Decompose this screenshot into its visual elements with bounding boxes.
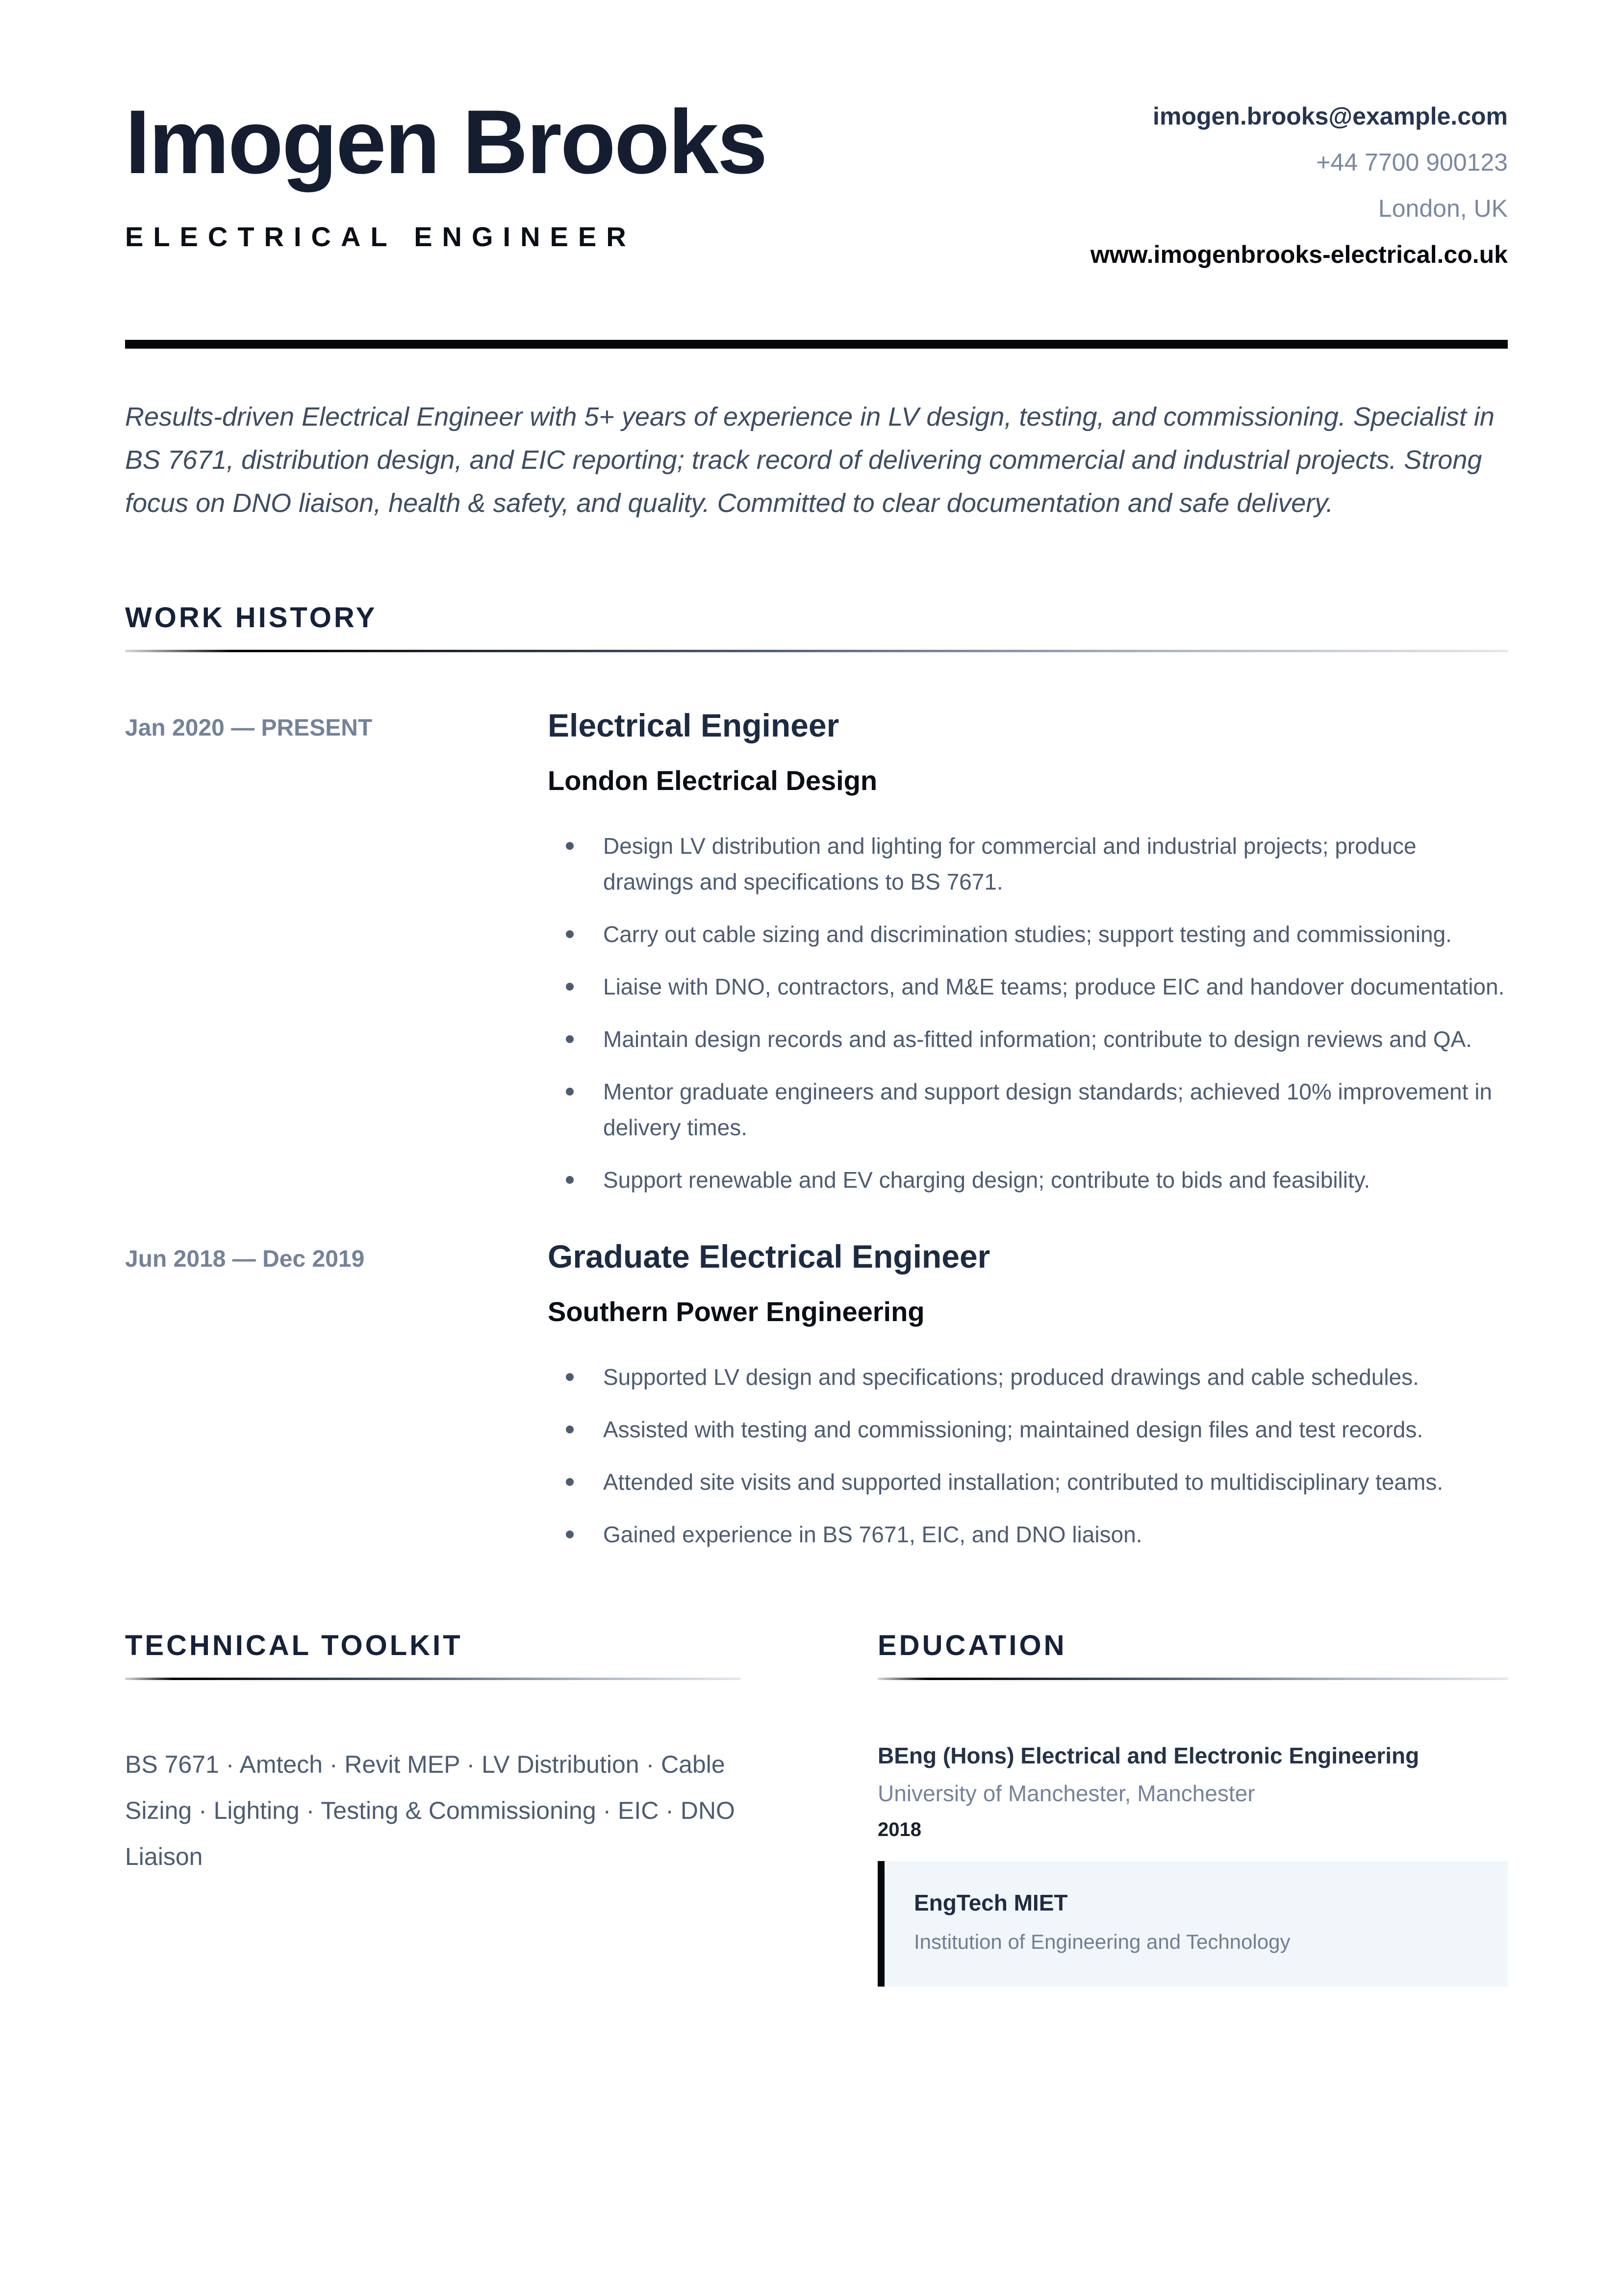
job-entry-2 [125,1237,1508,1553]
education-section [878,1629,1508,1987]
job-title: Graduate Electrical Engineer [548,1238,990,1275]
certification-card [878,1861,1508,1987]
job-bullet: Mentor graduate engineers and support design standards; achieved 10% improvement in delivery times. [566,1074,1508,1146]
job-bullet-list [548,1359,1508,1553]
job-bullet: Supported LV design and specifications; produced drawings and cable schedules. [566,1359,1508,1395]
job-bullet: Support renewable and EV charging design; contribute to bids and feasibility. [566,1162,1508,1198]
education-heading: EDUCATION [878,1630,1067,1661]
education-rule [878,1678,1508,1680]
contact-block [1090,93,1508,288]
job-bullet: Assisted with testing and commissioning; maintained design files and test records. [566,1412,1508,1448]
technical-toolkit-rule [125,1678,740,1680]
job-bullet: Maintain design records and as-fitted information; contribute to design reviews and QA. [566,1021,1508,1057]
contact-email: imogen.brooks@example.com [1153,102,1508,130]
job-bullet: Gained experience in BS 7671, EIC, and DNO liaison. [566,1517,1508,1553]
work-history-rule [125,650,1508,652]
header-divider-bar [125,340,1508,349]
skills-line: BS 7671 · Amtech · Revit MEP · LV Distribution · Cable Sizing · Lighting · Testing & Commissioning · EIC · DNO Liaison [125,1751,735,1870]
job-company: London Electrical Design [548,765,878,796]
job-bullet: Carry out cable sizing and discrimination studies; support testing and commissioning. [566,917,1508,952]
professional-summary: Results-driven Electrical Engineer with 5+ years of experience in LV design, testing, and commissioning. Specialist in BS 7671, distribution design, and EIC reporting; track record of delivering commercial and industrial projects. Strong focus on DNO liaison, health & safety, and quality. Committed to clear documentation and safe delivery. [125,402,1495,518]
person-job-title: ELECTRICAL ENGINEER [125,221,636,252]
job-bullet: Liaise with DNO, contractors, and M&E teams; produce EIC and handover documentation. [566,969,1508,1005]
header-identity [125,93,766,254]
certification-title: EngTech MIET [914,1890,1068,1915]
degree-title: BEng (Hons) Electrical and Electronic Engineering [878,1743,1420,1768]
technical-toolkit-heading: TECHNICAL TOOLKIT [125,1630,463,1661]
job-entry-1 [125,706,1508,1198]
job-dates: Jun 2018 — Dec 2019 [125,1246,365,1272]
contact-location: London, UK [1378,195,1508,222]
degree-school: University of Manchester, Manchester [878,1781,1255,1806]
header [125,93,1508,288]
job-company: Southern Power Engineering [548,1296,925,1327]
bottom-columns [125,1629,1508,1987]
job-bullet: Design LV distribution and lighting for commercial and industrial projects; produce drawings and specifications to BS 7671. [566,828,1508,900]
certification-organisation: Institution of Engineering and Technology [914,1930,1291,1953]
contact-phone: +44 7700 900123 [1316,149,1508,176]
contact-website: www.imogenbrooks-electrical.co.uk [1090,241,1508,268]
job-bullet: Attended site visits and supported installation; contributed to multidisciplinary teams. [566,1464,1508,1500]
technical-toolkit-section [125,1629,740,1987]
job-dates: Jan 2020 — PRESENT [125,715,373,741]
job-body [548,706,1508,1198]
work-history-section [125,601,1508,1553]
job-bullet-list [548,828,1508,1198]
degree-year: 2018 [878,1819,921,1840]
job-title: Electrical Engineer [548,707,839,743]
work-history-heading: WORK HISTORY [125,602,378,634]
job-body [548,1237,1508,1553]
person-name: Imogen Brooks [125,92,766,193]
